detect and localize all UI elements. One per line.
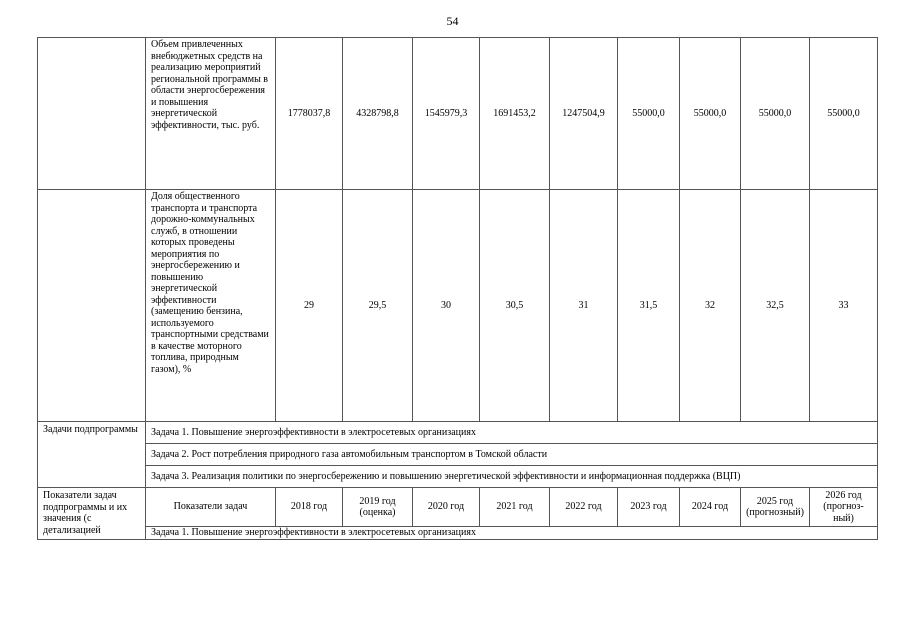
table-row [38, 38, 878, 190]
task-cell: Задача 2. Рост потребления природного газа автомобильным транспортом в Томской области [146, 444, 878, 466]
value-cell: 30,5 [480, 190, 550, 422]
value-cell: 32,5 [741, 190, 810, 422]
column-header: 2024 год [680, 488, 741, 527]
column-header: 2019 год (оценка) [343, 488, 413, 527]
column-header: 2026 год (прогноз-ный) [810, 488, 878, 527]
value-cell: 31 [550, 190, 618, 422]
tasks-section-label: Задачи подпрограммы [38, 422, 146, 488]
column-header: 2021 год [480, 488, 550, 527]
value-cell: 30 [413, 190, 480, 422]
task-cell: Задача 3. Реализация политики по энергосбережению и повышению энергетической эффективности и информационная поддержка (ВЦП) [146, 466, 878, 488]
table-row [38, 527, 878, 540]
value-cell: 29,5 [343, 190, 413, 422]
program-indicators-table [37, 37, 878, 540]
value-cell: 1247504,9 [550, 38, 618, 190]
column-header: Показатели задач [146, 488, 276, 527]
value-cell: 1545979,3 [413, 38, 480, 190]
column-header: 2018 год [276, 488, 343, 527]
column-header: 2022 год [550, 488, 618, 527]
value-cell: 55000,0 [618, 38, 680, 190]
value-cell: 1778037,8 [276, 38, 343, 190]
column-header: 2020 год [413, 488, 480, 527]
column-header: 2025 год (прогнозный) [741, 488, 810, 527]
value-cell: 29 [276, 190, 343, 422]
indicators-section-label: Показатели задач подпрограммы и их значения (с детализацией [38, 488, 146, 540]
value-cell: 55000,0 [810, 38, 878, 190]
value-cell: 4328798,8 [343, 38, 413, 190]
value-cell: 1691453,2 [480, 38, 550, 190]
value-cell: 55000,0 [680, 38, 741, 190]
table-header-row [38, 488, 878, 527]
value-cell: 55000,0 [741, 38, 810, 190]
indicator-name-cell: Объем привлеченных внебюджетных средств на реализацию мероприятий региональной программы в области энергосбережения и повышения энергетической эффективности, тыс. руб. [146, 38, 276, 190]
value-cell: 33 [810, 190, 878, 422]
empty-label-cell [38, 38, 146, 190]
column-header: 2023 год [618, 488, 680, 527]
task-cell: Задача 1. Повышение энергоэффективности в электросетевых организациях [146, 527, 878, 540]
value-cell: 31,5 [618, 190, 680, 422]
table-row [38, 422, 878, 444]
page-number: 54 [446, 14, 459, 28]
empty-label-cell [38, 190, 146, 422]
value-cell: 32 [680, 190, 741, 422]
table-row [38, 444, 878, 466]
table-row [38, 466, 878, 488]
indicator-name-cell: Доля общественного транспорта и транспорта дорожно-коммунальных служб, в отношении которых проведены мероприятия по энергосбережению и повышению энергетической эффективности (замещению бензина, используемого транспортными средствами в качестве моторного топлива, природным газом), % [146, 190, 276, 422]
table-row [38, 190, 878, 422]
task-cell: Задача 1. Повышение энергоэффективности в электросетевых организациях [146, 422, 878, 444]
